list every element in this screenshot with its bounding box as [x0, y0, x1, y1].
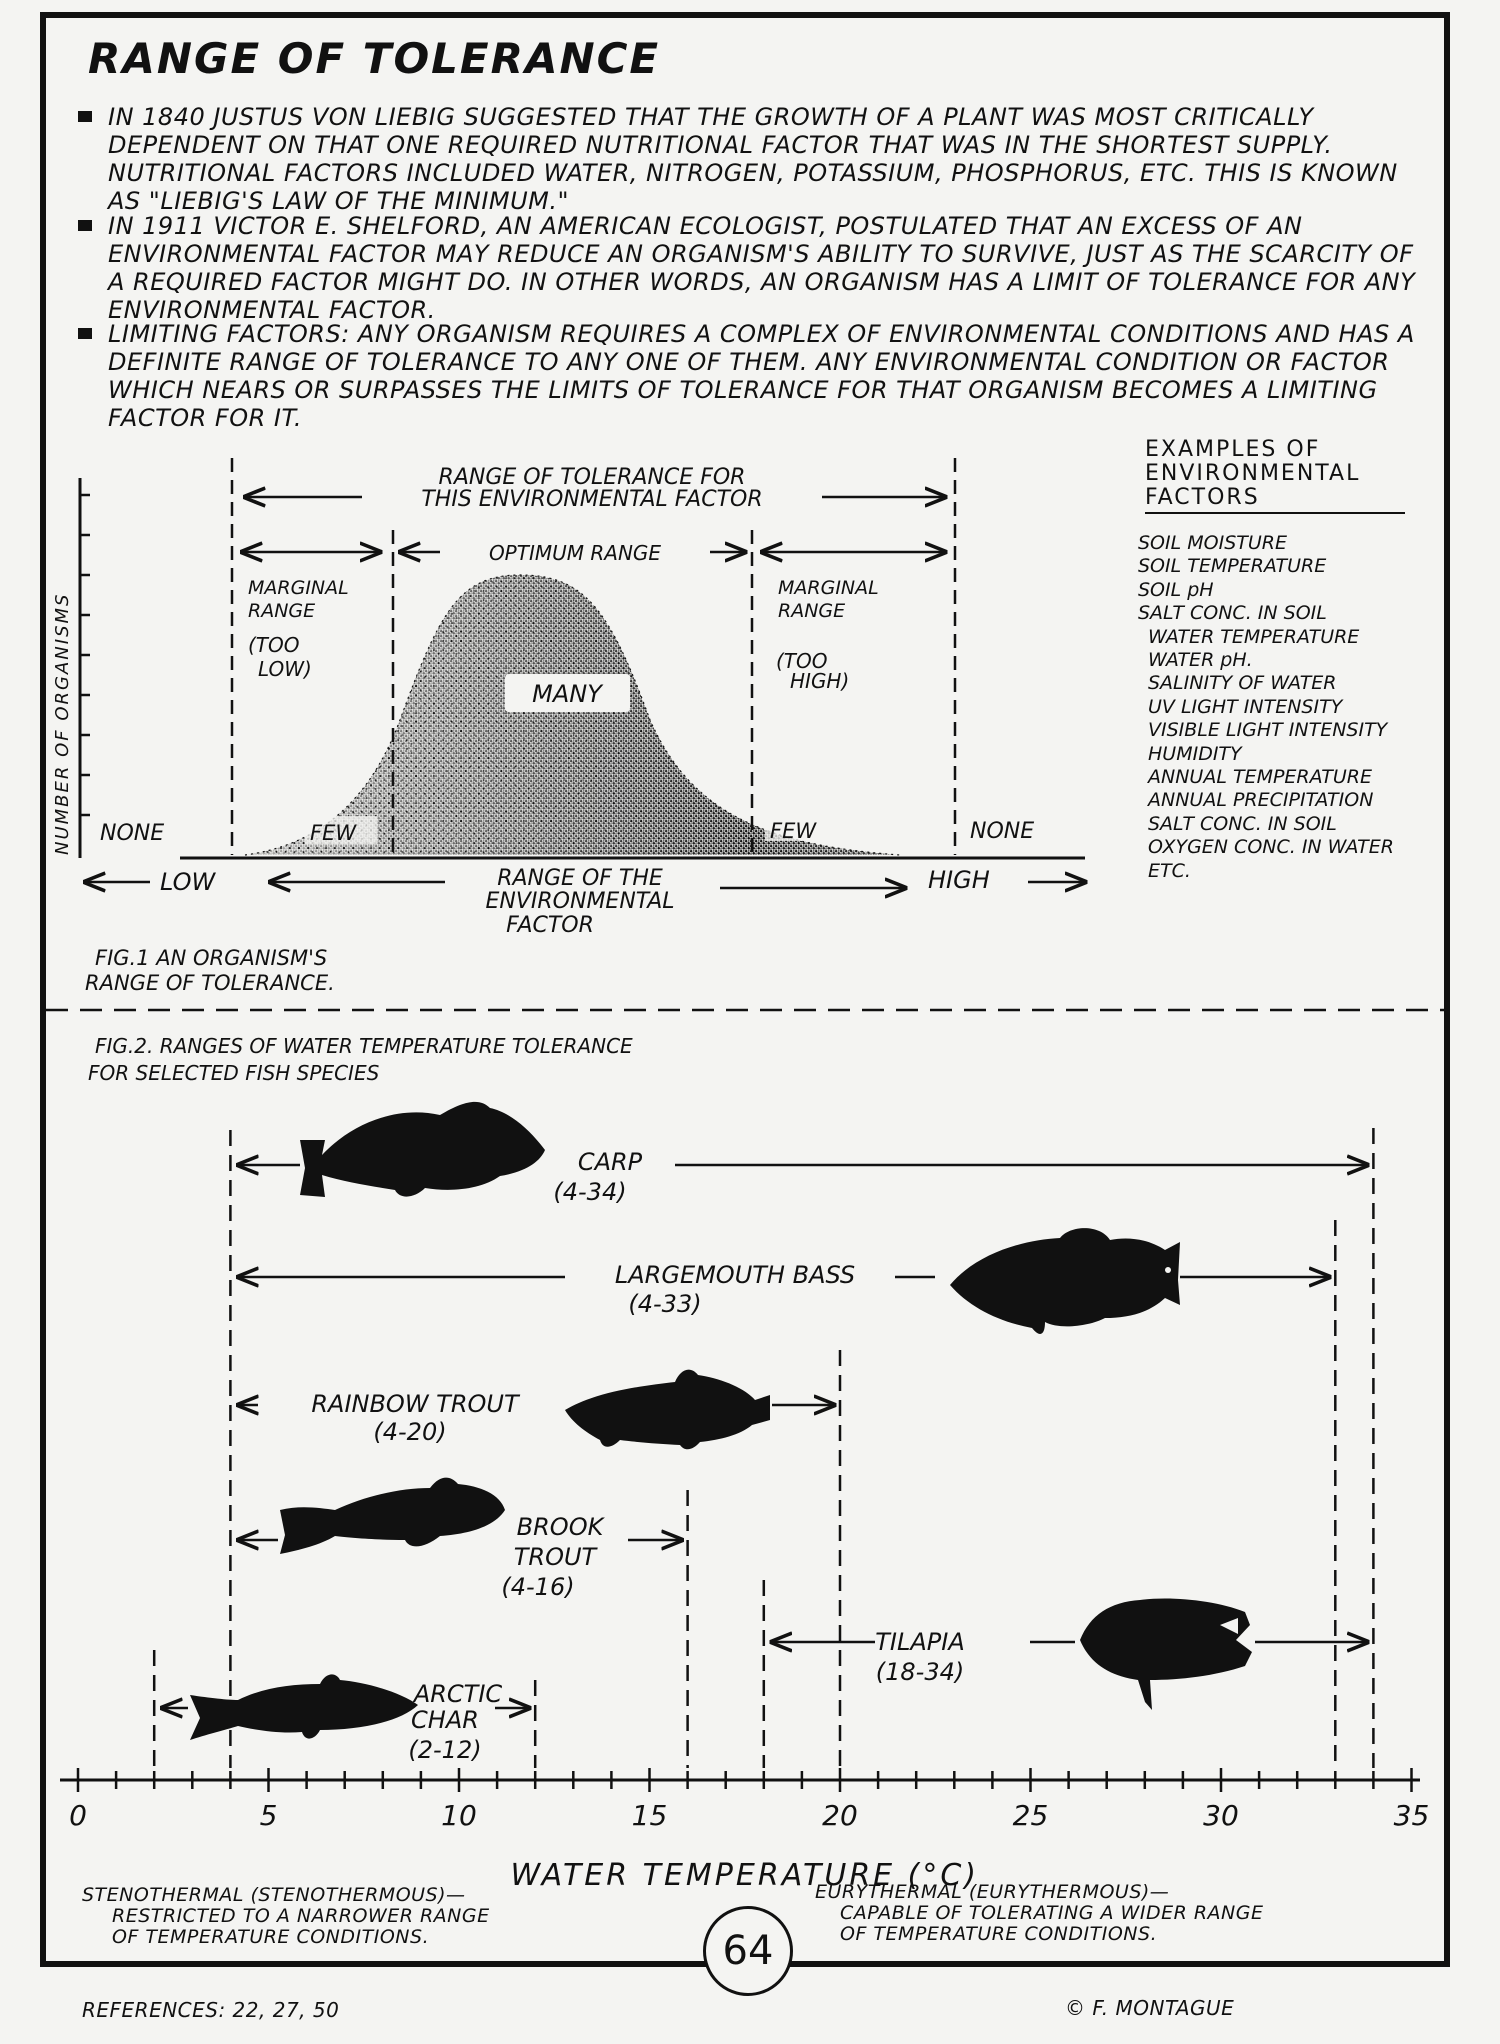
example-item: ANNUAL PRECIPITATION — [1148, 789, 1374, 812]
example-item: UV LIGHT INTENSITY — [1148, 695, 1343, 718]
brook-trout-range: (4-16) — [501, 1573, 575, 1601]
tilapia-label: TILAPIA — [875, 1628, 965, 1656]
example-item: ETC. — [1148, 859, 1191, 882]
fig2-tick-label: 35 — [1393, 1799, 1430, 1832]
fig1-too-low-1: (TOO — [248, 633, 300, 657]
arctic-char-label-2: CHAR — [411, 1706, 479, 1734]
stenothermal-note — [82, 1885, 490, 1948]
bullet-shelford: IN 1911 VICTOR E. SHELFORD, AN AMERICAN ECOLOGIST, POSTULATED THAT AN EXCESS OF AN ENVIRONMENTAL FACTOR MAY REDUCE AN ORGANISM'S ABILITY TO SURVIVE, JUST AS THE SCARCITY OF A REQUIRED FACTOR MIGHT DO. IN OTHER WORDS, AN ORGANISM HAS A LIMIT OF TOLERANCE FOR ANY ENVIRONMENTAL FACTOR. — [108, 212, 1428, 324]
example-item: VISIBLE LIGHT INTENSITY — [1148, 719, 1388, 742]
arctic-char-label: ARCTIC — [413, 1680, 503, 1708]
bullet-limiting-factors: LIMITING FACTORS: ANY ORGANISM REQUIRES A COMPLEX OF ENVIRONMENTAL CONDITIONS AND HAS A DEFINITE RANGE OF TOLERANCE TO ANY ONE OF THEM. ANY ENVIRONMENTAL CONDITION OR FACTOR WHICH NEARS OR SURPASSES THE LIMITS OF TOLERANCE FOR THAT ORGANISM BECOMES A LIMITING FACTOR FOR IT. — [108, 320, 1428, 432]
largemouth-bass-range: (4-33) — [628, 1290, 702, 1318]
examples-title-line-2: ENVIRONMENTAL — [1145, 461, 1361, 486]
fig2-species-labels — [311, 1148, 964, 1764]
fig1-marginal-high-label-2: RANGE — [778, 600, 846, 622]
fig1-diagram — [52, 458, 1085, 995]
fig1-too-high-1: (TOO — [776, 649, 828, 673]
fig2-tick-label: 10 — [441, 1799, 477, 1832]
carp-label: CARP — [577, 1148, 643, 1176]
arctic-char-fish-icon — [190, 1674, 418, 1740]
bullet-liebig: IN 1840 JUSTUS VON LIEBIG SUGGESTED THAT THE GROWTH OF A PLANT WAS MOST CRITICALLY DEPENDENT ON THAT ONE REQUIRED NUTRITIONAL FACTOR THAT WAS IN THE SHORTEST SUPPLY. NUTRITIONAL FACTORS INCLUDED WATER, NITROGEN, POTASSIUM, PHOSPHORUS, ETC. THIS IS KNOWN AS "LIEBIG'S LAW OF THE MINIMUM." — [108, 103, 1428, 215]
stenothermal-line-1: STENOTHERMAL (STENOTHERMOUS)— — [82, 1884, 466, 1906]
rainbow-trout-range: (4-20) — [373, 1418, 447, 1446]
example-item: SALT CONC. IN SOIL — [1138, 602, 1327, 625]
fig2-tick-label: 5 — [259, 1799, 278, 1832]
tilapia-fish-icon — [1080, 1599, 1252, 1711]
fig2-tick-label-group — [69, 1799, 1429, 1893]
eurythermal-line-3: OF TEMPERATURE CONDITIONS. — [840, 1923, 1158, 1945]
fig1-marginal-low-label-1: MARGINAL — [248, 577, 349, 599]
fig2-tick-label: 30 — [1203, 1799, 1239, 1832]
fig2-caption-1: FIG.2. RANGES OF WATER TEMPERATURE TOLERANCE — [95, 1034, 633, 1058]
carp-range: (4-34) — [553, 1178, 627, 1206]
fig1-too-low-2: LOW) — [258, 657, 312, 681]
examples-title-line-1: EXAMPLES OF — [1145, 437, 1321, 462]
fig1-none-right: NONE — [970, 819, 1035, 844]
example-item: SALT CONC. IN SOIL — [1148, 812, 1337, 835]
brook-trout-fish-icon — [280, 1478, 505, 1554]
fig1-few-right: FEW — [770, 819, 817, 843]
example-item: OXYGEN CONC. IN WATER — [1148, 836, 1394, 859]
examples-list — [1138, 532, 1394, 883]
examples-title-line-3: FACTORS — [1145, 485, 1260, 510]
brook-trout-label: BROOK — [516, 1513, 604, 1541]
fig1-none-left: NONE — [100, 821, 165, 846]
fig2-caption-2: FOR SELECTED FISH SPECIES — [88, 1061, 380, 1085]
example-item: ANNUAL TEMPERATURE — [1148, 766, 1372, 789]
fig1-x-label-2: ENVIRONMENTAL — [485, 889, 675, 914]
page-title: RANGE OF TOLERANCE — [88, 34, 661, 83]
example-item: SOIL MOISTURE — [1138, 532, 1287, 554]
fig1-optimum-label: OPTIMUM RANGE — [488, 541, 662, 565]
fig2-tick-label: 15 — [631, 1799, 668, 1832]
fig1-too-high-2: HIGH) — [790, 669, 850, 693]
examples-title — [1145, 438, 1405, 514]
fig2-range-chart — [60, 1102, 1429, 1893]
fig1-many-label: MANY — [532, 680, 602, 708]
fish-details — [1165, 1267, 1238, 1634]
arctic-char-range: (2-12) — [408, 1736, 482, 1764]
fig1-caption-2: RANGE OF TOLERANCE. — [85, 971, 335, 995]
fig1-tolerance-label-2: THIS ENVIRONMENTAL FACTOR — [421, 487, 763, 512]
page-number: 64 — [703, 1906, 793, 1996]
example-item: WATER TEMPERATURE — [1148, 625, 1360, 648]
fig1-caption-1: FIG.1 AN ORGANISM'S — [95, 946, 328, 970]
fig2-tick-label: 25 — [1012, 1799, 1049, 1832]
eurythermal-line-2: CAPABLE OF TOLERATING A WIDER RANGE — [840, 1902, 1264, 1924]
fig2-tick-label: 0 — [69, 1799, 87, 1832]
fig1-x-label-1: RANGE OF THE — [497, 866, 663, 891]
example-item: SOIL pH — [1138, 578, 1214, 601]
carp-fish-icon — [300, 1102, 545, 1197]
tilapia-range: (18-34) — [875, 1658, 965, 1686]
stenothermal-line-3: OF TEMPERATURE CONDITIONS. — [112, 1926, 430, 1948]
fig2-tick-label: 20 — [822, 1799, 858, 1832]
fig1-low-label: LOW — [160, 868, 216, 896]
fig1-few-left: FEW — [310, 821, 357, 845]
fig1-marginal-high-label-1: MARGINAL — [778, 577, 879, 599]
example-item: WATER pH. — [1148, 649, 1253, 672]
brook-trout-label-2: TROUT — [513, 1543, 597, 1571]
largemouth-bass-fish-icon — [950, 1228, 1180, 1334]
fig1-x-label-3: FACTOR — [506, 913, 594, 938]
fish-silhouettes — [190, 1102, 1252, 1740]
stenothermal-line-2: RESTRICTED TO A NARROWER RANGE — [112, 1905, 490, 1927]
fig1-high-label: HIGH — [928, 866, 990, 894]
eurythermal-note — [815, 1882, 1263, 1945]
rainbow-trout-label: RAINBOW TROUT — [311, 1390, 519, 1418]
credit: © F. MONTAGUE — [1065, 1996, 1235, 2020]
fig2-x-label: WATER TEMPERATURE (°C) — [510, 1858, 980, 1893]
fig1-y-label: NUMBER OF ORGANISMS — [52, 592, 73, 855]
example-item: HUMIDITY — [1148, 742, 1242, 765]
fig1-tolerance-label-1: RANGE OF TOLERANCE FOR — [438, 465, 746, 490]
fig1-marginal-low-label-2: RANGE — [248, 600, 316, 622]
example-item: SALINITY OF WATER — [1148, 672, 1337, 695]
references: REFERENCES: 22, 27, 50 — [82, 1998, 340, 2022]
rainbow-trout-fish-icon — [565, 1370, 770, 1450]
example-item: SOIL TEMPERATURE — [1138, 555, 1327, 578]
eurythermal-line-1: EURYTHERMAL (EURYTHERMOUS)— — [815, 1881, 1170, 1903]
largemouth-bass-label: LARGEMOUTH BASS — [614, 1261, 856, 1289]
